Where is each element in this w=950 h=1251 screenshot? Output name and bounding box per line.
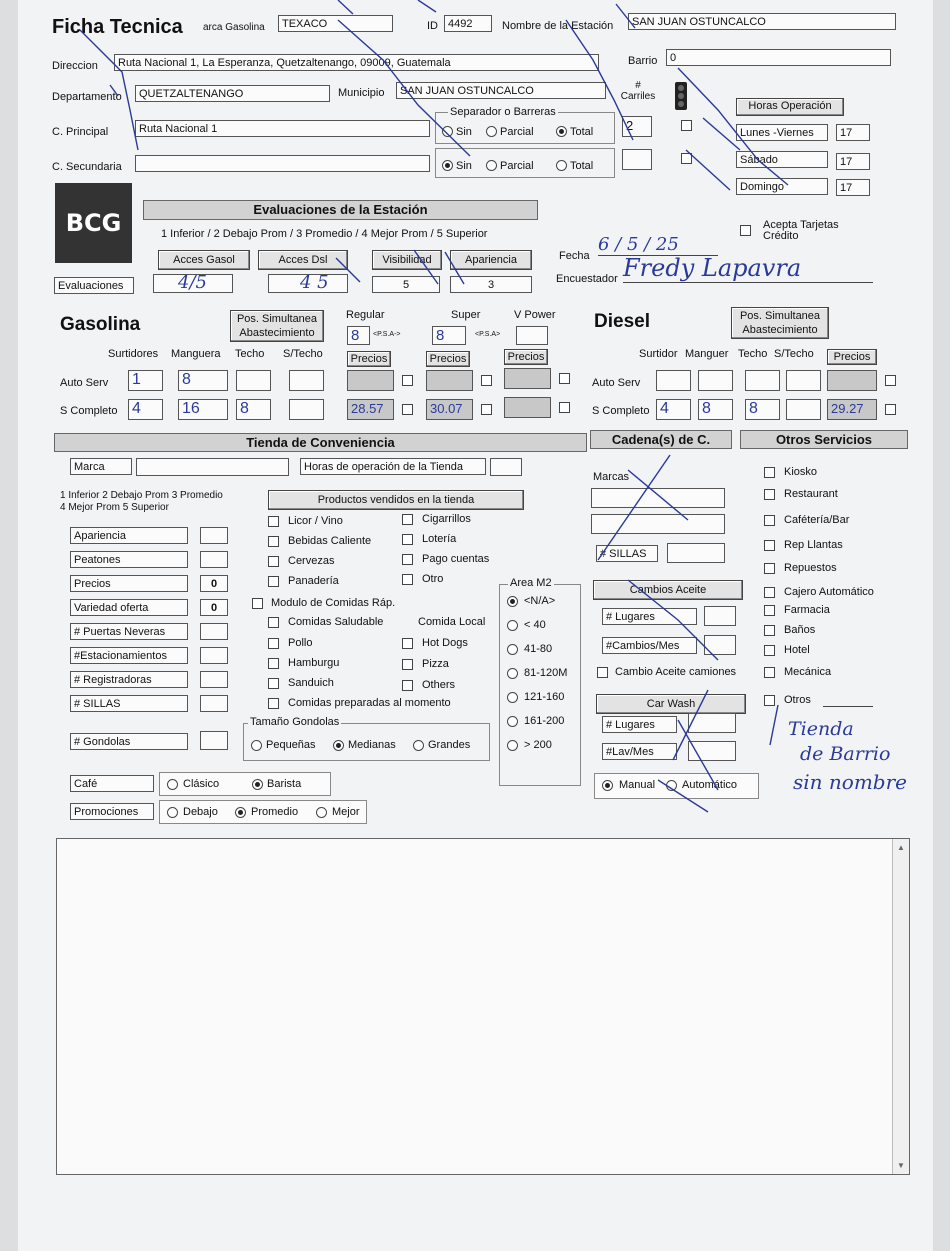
secundaria-sin-radio[interactable] bbox=[442, 160, 453, 171]
fecha-label: Fecha bbox=[559, 250, 590, 262]
aceite-lugares-label: # Lugares bbox=[602, 608, 697, 625]
manual-radio[interactable] bbox=[602, 780, 613, 791]
producto-checkbox[interactable] bbox=[268, 576, 279, 587]
tienda-header: Tienda de Conveniencia bbox=[54, 433, 587, 452]
clasico-radio[interactable] bbox=[167, 779, 178, 790]
producto-label: Pago cuentas bbox=[422, 553, 490, 565]
mejor-label: Mejor bbox=[332, 806, 360, 818]
cadena-sillas-field[interactable] bbox=[667, 543, 725, 563]
diesel-auto-surtidor[interactable] bbox=[656, 370, 691, 391]
area-radio[interactable] bbox=[507, 596, 518, 607]
secundaria-parcial-label: Parcial bbox=[500, 160, 534, 172]
nombre-field[interactable]: SAN JUAN OSTUNCALCO bbox=[628, 13, 896, 30]
auto-super-checkbox[interactable] bbox=[481, 375, 492, 386]
eval-visibilidad-field[interactable]: 5 bbox=[372, 276, 440, 293]
vpower-posiciones-field[interactable] bbox=[516, 326, 548, 345]
diesel-sc-manguera[interactable]: 8 bbox=[698, 399, 733, 420]
auto-techo-field[interactable] bbox=[236, 370, 271, 391]
diesel-auto-serv-label: Auto Serv bbox=[592, 377, 641, 389]
area-option-label: > 200 bbox=[524, 739, 552, 751]
principal-sin-label: Sin bbox=[456, 126, 472, 138]
super-label: Super bbox=[451, 309, 481, 321]
food-checkbox[interactable] bbox=[402, 659, 413, 670]
servicio-label: Rep Llantas bbox=[784, 539, 843, 551]
area-radio[interactable] bbox=[507, 740, 518, 751]
acces-gasol-button[interactable]: Acces Gasol bbox=[158, 250, 250, 270]
pequenas-label: Pequeñas bbox=[266, 739, 316, 751]
fecha-handwritten: 6 / 5 / 25 bbox=[598, 234, 718, 256]
evaluaciones-label: Evaluaciones bbox=[54, 277, 134, 294]
cadena-sillas-label: # SILLAS bbox=[596, 545, 658, 562]
hours-weekday-label: Lunes -Viernes bbox=[736, 124, 828, 141]
diesel-auto-techo[interactable] bbox=[745, 370, 780, 391]
carwash-lugares-label: # Lugares bbox=[602, 716, 677, 733]
food-label: Others bbox=[422, 679, 456, 691]
eval-dsl-handwritten: 4 5 bbox=[300, 272, 329, 293]
grandes-radio[interactable] bbox=[413, 740, 424, 751]
rating-field[interactable] bbox=[200, 623, 228, 640]
servicio-label: Farmacia bbox=[784, 604, 830, 616]
secundaria-carriles-field[interactable] bbox=[622, 149, 652, 170]
food-label: Pollo bbox=[288, 637, 313, 649]
tamano-gondolas-label: Tamaño Gondolas bbox=[250, 716, 340, 728]
hours-saturday-field[interactable]: 17 bbox=[836, 153, 870, 170]
lav-mes-label: #Lav/Mes bbox=[602, 743, 677, 760]
car-wash-button[interactable]: Car Wash bbox=[596, 694, 746, 714]
comidas-saludable-checkbox[interactable] bbox=[268, 617, 279, 628]
rating-label: Apariencia bbox=[70, 527, 188, 544]
regular-label: Regular bbox=[346, 309, 385, 321]
diesel-sc-checkbox[interactable] bbox=[885, 404, 896, 415]
scroll-up-icon[interactable]: ▲ bbox=[897, 843, 905, 852]
sc-surtidores-field[interactable]: 4 bbox=[128, 399, 163, 420]
principal-sin-radio[interactable] bbox=[442, 126, 453, 137]
diesel-auto-checkbox[interactable] bbox=[885, 375, 896, 386]
gondolas-field[interactable] bbox=[200, 731, 228, 750]
area-option-label: < 40 bbox=[524, 619, 546, 631]
tienda-horas-field[interactable] bbox=[490, 458, 522, 476]
hours-sunday-field[interactable]: 17 bbox=[836, 179, 870, 196]
debajo-radio[interactable] bbox=[167, 807, 178, 818]
cambios-mes-label: #Cambios/Mes bbox=[602, 637, 697, 654]
eval-gasol-handwritten: 4/5 bbox=[178, 272, 207, 293]
grandes-label: Grandes bbox=[428, 739, 471, 751]
comidas-preparadas-checkbox[interactable] bbox=[268, 698, 279, 709]
servicio-checkbox[interactable] bbox=[764, 605, 775, 616]
hours-weekday-field[interactable]: 17 bbox=[836, 124, 870, 141]
rating-label: Variedad oferta bbox=[70, 599, 188, 616]
col-manguer: Manguer bbox=[685, 348, 729, 360]
c-secundaria-label: C. Secundaria bbox=[52, 161, 122, 173]
regular-posiciones-field[interactable]: 8 bbox=[347, 326, 370, 345]
auto-manguera-field[interactable]: 8 bbox=[178, 370, 228, 391]
sc-precio-vpower[interactable] bbox=[504, 397, 551, 418]
auto-serv-label: Auto Serv bbox=[60, 377, 109, 389]
servicio-label: Mecánica bbox=[784, 666, 832, 678]
comidas-preparadas-label: Comidas preparadas al momento bbox=[288, 697, 451, 709]
otros-servicios-header: Otros Servicios bbox=[740, 430, 908, 449]
food-checkbox[interactable] bbox=[268, 638, 279, 649]
principal-total-radio[interactable] bbox=[556, 126, 567, 137]
page-title: Ficha Tecnica bbox=[52, 16, 183, 38]
rating-label: # SILLAS bbox=[70, 695, 188, 712]
servicio-label: Cajero Automático bbox=[784, 586, 874, 598]
bcg-logo: BCG bbox=[55, 183, 132, 263]
food-label: Hamburgu bbox=[288, 657, 340, 669]
lav-mes-field[interactable] bbox=[688, 741, 736, 761]
col-techo: Techo bbox=[235, 348, 265, 360]
area-m2-label: Area M2 bbox=[510, 577, 552, 589]
area-m2-group bbox=[499, 584, 581, 786]
food-label: Pizza bbox=[422, 658, 449, 670]
food-label: Sanduich bbox=[288, 677, 334, 689]
psa-regular-label: <P.S.A-> bbox=[373, 331, 401, 338]
acepta-tarjetas-checkbox[interactable] bbox=[740, 225, 751, 236]
food-checkbox[interactable] bbox=[402, 638, 413, 649]
producto-label: Licor / Vino bbox=[288, 515, 343, 527]
promedio-radio[interactable] bbox=[235, 807, 246, 818]
producto-label: Cigarrillos bbox=[422, 513, 471, 525]
eval-apariencia-field[interactable]: 3 bbox=[450, 276, 532, 293]
hours-saturday-label: Sábado bbox=[736, 151, 828, 168]
area-radio[interactable] bbox=[507, 620, 518, 631]
precios-super-button[interactable]: Precios bbox=[426, 351, 470, 367]
servicio-checkbox[interactable] bbox=[764, 645, 775, 656]
rating-field[interactable] bbox=[200, 527, 228, 544]
evaluaciones-header: Evaluaciones de la Estación bbox=[143, 200, 538, 220]
diesel-auto-stecho[interactable] bbox=[786, 370, 821, 391]
cambios-mes-field[interactable] bbox=[704, 635, 736, 655]
automatico-label: Automático bbox=[682, 779, 738, 791]
producto-label: Cervezas bbox=[288, 555, 335, 567]
mejor-radio[interactable] bbox=[316, 807, 327, 818]
sc-regular-checkbox[interactable] bbox=[402, 404, 413, 415]
traffic-light-icon bbox=[671, 82, 691, 112]
auto-precio-super[interactable] bbox=[426, 370, 473, 391]
auto-stecho-field[interactable] bbox=[289, 370, 324, 391]
auto-precio-regular[interactable] bbox=[347, 370, 394, 391]
area-radio[interactable] bbox=[507, 668, 518, 679]
visibilidad-button[interactable]: Visibilidad bbox=[372, 250, 442, 270]
c-principal-label: C. Principal bbox=[52, 126, 109, 138]
diesel-auto-precio[interactable] bbox=[827, 370, 877, 391]
sc-super-checkbox[interactable] bbox=[481, 404, 492, 415]
servicio-label: Baños bbox=[784, 624, 816, 636]
marcas-field-1[interactable] bbox=[591, 488, 725, 508]
secundaria-parcial-radio[interactable] bbox=[486, 160, 497, 171]
tienda-marca-label: Marca bbox=[70, 458, 132, 475]
notes-scrollbar[interactable] bbox=[892, 839, 909, 1174]
producto-checkbox[interactable] bbox=[402, 514, 413, 525]
acepta-tarjetas-label: Acepta Tarjetas Crédito bbox=[763, 219, 839, 242]
diesel-s-completo-label: S Completo bbox=[592, 405, 650, 417]
diesel-col-stecho: S/Techo bbox=[774, 348, 814, 360]
servicio-label: Kiosko bbox=[784, 466, 818, 478]
rating-field[interactable] bbox=[200, 695, 228, 712]
servicio-checkbox[interactable] bbox=[764, 489, 775, 500]
sc-precio-regular[interactable]: 28.57 bbox=[347, 399, 394, 420]
form-sheet bbox=[18, 0, 933, 1251]
marca-label: arca Gasolina bbox=[203, 22, 265, 33]
producto-checkbox[interactable] bbox=[402, 574, 413, 585]
diesel-auto-manguera[interactable] bbox=[698, 370, 733, 391]
debajo-label: Debajo bbox=[183, 806, 218, 818]
clasico-label: Clásico bbox=[183, 778, 220, 790]
producto-label: Otro bbox=[422, 573, 444, 585]
comida-local-label: Comida Local bbox=[418, 616, 486, 628]
cadena-header: Cadena(s) de C. bbox=[590, 430, 732, 449]
area-radio[interactable] bbox=[507, 716, 518, 727]
col-stecho: S/Techo bbox=[283, 348, 323, 360]
diesel-precios-button[interactable]: Precios bbox=[827, 349, 877, 365]
id-field[interactable]: 4492 bbox=[444, 15, 492, 32]
producto-label: Lotería bbox=[422, 533, 457, 545]
food-checkbox[interactable] bbox=[402, 680, 413, 691]
producto-checkbox[interactable] bbox=[268, 536, 279, 547]
servicio-checkbox[interactable] bbox=[764, 540, 775, 551]
nombre-label: Nombre de la Estación bbox=[502, 20, 614, 32]
cafe-label: Café bbox=[70, 775, 154, 792]
producto-checkbox[interactable] bbox=[268, 556, 279, 567]
diesel-sc-techo[interactable]: 8 bbox=[745, 399, 780, 420]
marcas-field-2[interactable] bbox=[591, 514, 725, 534]
vpower-label: V Power bbox=[514, 309, 556, 321]
barista-label: Barista bbox=[267, 778, 302, 790]
food-label: Hot Dogs bbox=[422, 637, 468, 649]
precios-vpower-button[interactable]: Precios bbox=[504, 349, 548, 365]
diesel-sc-surtidor[interactable]: 4 bbox=[656, 399, 691, 420]
cambios-aceite-button[interactable]: Cambios Aceite bbox=[593, 580, 743, 600]
principal-total-label: Total bbox=[570, 126, 594, 138]
principal-parcial-label: Parcial bbox=[500, 126, 534, 138]
municipio-field[interactable]: SAN JUAN OSTUNCALCO bbox=[396, 82, 606, 99]
separador-label: Separador o Barreras bbox=[450, 106, 556, 118]
servicio-checkbox[interactable] bbox=[764, 467, 775, 478]
auto-regular-checkbox[interactable] bbox=[402, 375, 413, 386]
secundaria-total-label: Total bbox=[570, 160, 594, 172]
precios-regular-button[interactable]: Precios bbox=[347, 351, 391, 367]
principal-parcial-radio[interactable] bbox=[486, 126, 497, 137]
pequenas-radio[interactable] bbox=[251, 740, 262, 751]
s-completo-label: S Completo bbox=[60, 405, 118, 417]
rating-field[interactable] bbox=[200, 671, 228, 688]
departamento-field[interactable]: QUETZALTENANGO bbox=[135, 85, 330, 102]
col-surtidor: Surtidor bbox=[639, 348, 678, 360]
rating-label: Peatones bbox=[70, 551, 188, 568]
rating-label: # Puertas Neveras bbox=[70, 623, 188, 640]
carwash-lugares-field[interactable] bbox=[688, 713, 736, 733]
hours-sunday-label: Domingo bbox=[736, 178, 828, 195]
servicio-checkbox[interactable] bbox=[764, 587, 775, 598]
area-radio[interactable] bbox=[507, 644, 518, 655]
sc-vpower-checkbox[interactable] bbox=[559, 402, 570, 413]
secundaria-semaforo-checkbox[interactable] bbox=[681, 153, 692, 164]
aceite-lugares-field[interactable] bbox=[704, 606, 736, 626]
evaluaciones-scale: 1 Inferior / 2 Debajo Prom / 3 Promedio / 4 Mejor Prom / 5 Superior bbox=[161, 228, 488, 240]
sc-techo-field[interactable]: 8 bbox=[236, 399, 271, 420]
tienda-horas-label: Horas de operación de la Tienda bbox=[300, 458, 486, 475]
rating-label: # Registradoras bbox=[70, 671, 188, 688]
producto-checkbox[interactable] bbox=[402, 534, 413, 545]
principal-carriles-field[interactable]: 2 bbox=[622, 116, 652, 137]
marcas-label: Marcas bbox=[593, 471, 630, 483]
note-line-3: sin nombre bbox=[793, 770, 907, 794]
note-line-1: Tienda bbox=[788, 718, 854, 740]
rating-field[interactable]: 0 bbox=[200, 575, 228, 592]
servicio-label: Repuestos bbox=[784, 562, 837, 574]
rating-label: #Estacionamientos bbox=[70, 647, 188, 664]
auto-precio-vpower[interactable] bbox=[504, 368, 551, 389]
servicio-label: Restaurant bbox=[784, 488, 838, 500]
gasolina-title: Gasolina bbox=[60, 314, 141, 335]
otros-checkbox[interactable] bbox=[764, 695, 775, 706]
direccion-label: Direccion bbox=[52, 60, 98, 72]
notes-textarea[interactable] bbox=[56, 838, 910, 1175]
encuestador-label: Encuestador bbox=[556, 273, 618, 285]
servicio-checkbox[interactable] bbox=[764, 563, 775, 574]
encuestador-handwritten: Fredy Lapavra bbox=[623, 254, 873, 283]
automatico-radio[interactable] bbox=[666, 780, 677, 791]
sc-manguera-field[interactable]: 16 bbox=[178, 399, 228, 420]
tienda-scale-1: 1 Inferior 2 Debajo Prom 3 Promedio bbox=[60, 490, 223, 501]
auto-surtidores-field[interactable]: 1 bbox=[128, 370, 163, 391]
cambio-camiones-checkbox[interactable] bbox=[597, 667, 608, 678]
area-option-label: 81-120M bbox=[524, 667, 568, 679]
c-secundaria-field[interactable] bbox=[135, 155, 430, 172]
manual-label: Manual bbox=[619, 779, 656, 791]
modulo-comidas-label: Modulo de Comidas Ráp. bbox=[271, 597, 396, 609]
promociones-label: Promociones bbox=[70, 803, 154, 820]
area-option-label: 41-80 bbox=[524, 643, 553, 655]
barista-radio[interactable] bbox=[252, 779, 263, 790]
medianas-label: Medianas bbox=[348, 739, 396, 751]
secundaria-total-radio[interactable] bbox=[556, 160, 567, 171]
food-checkbox[interactable] bbox=[268, 658, 279, 669]
promedio-label: Promedio bbox=[251, 806, 299, 818]
area-radio[interactable] bbox=[507, 692, 518, 703]
secundaria-sin-label: Sin bbox=[456, 160, 472, 172]
acces-dsl-button[interactable]: Acces Dsl bbox=[258, 250, 348, 270]
principal-semaforo-checkbox[interactable] bbox=[681, 120, 692, 131]
diesel-sc-precio[interactable]: 29.27 bbox=[827, 399, 877, 420]
tienda-scale-2: 4 Mejor Prom 5 Superior bbox=[60, 502, 169, 513]
barrio-field[interactable]: 0 bbox=[666, 49, 891, 66]
producto-label: Bebidas Caliente bbox=[288, 535, 372, 547]
producto-checkbox[interactable] bbox=[402, 554, 413, 565]
medianas-radio[interactable] bbox=[333, 740, 344, 751]
marca-field[interactable]: TEXACO bbox=[278, 15, 393, 32]
direccion-field[interactable]: Ruta Nacional 1, La Esperanza, Quetzaltenango, 09009, Guatemala bbox=[114, 54, 599, 71]
c-principal-field[interactable]: Ruta Nacional 1 bbox=[135, 120, 430, 137]
apariencia-button[interactable]: Apariencia bbox=[450, 250, 532, 270]
productos-vendidos-button[interactable]: Productos vendidos en la tienda bbox=[268, 490, 524, 510]
food-checkbox[interactable] bbox=[268, 678, 279, 689]
municipio-label: Municipio bbox=[338, 87, 385, 99]
auto-vpower-checkbox[interactable] bbox=[559, 373, 570, 384]
servicio-checkbox[interactable] bbox=[764, 667, 775, 678]
note-line-2: de Barrio bbox=[800, 743, 891, 765]
cambio-camiones-label: Cambio Aceite camiones bbox=[615, 666, 737, 678]
gondolas-label: # Gondolas bbox=[70, 733, 188, 750]
diesel-sc-stecho[interactable] bbox=[786, 399, 821, 420]
modulo-comidas-checkbox[interactable] bbox=[252, 598, 263, 609]
horas-operacion-button[interactable]: Horas Operación bbox=[736, 98, 844, 116]
producto-checkbox[interactable] bbox=[268, 516, 279, 527]
gasolina-pos-simultanea-button[interactable]: Pos. Simultanea Abastecimiento bbox=[230, 310, 324, 342]
rating-field[interactable] bbox=[200, 551, 228, 568]
area-option-label: 121-160 bbox=[524, 691, 565, 703]
otros-label: Otros bbox=[784, 694, 811, 706]
rating-label: Precios bbox=[70, 575, 188, 592]
tienda-marca-field[interactable] bbox=[136, 458, 289, 476]
departamento-label: Departamento bbox=[52, 91, 122, 103]
rating-field[interactable] bbox=[200, 647, 228, 664]
carriles-label: # Carriles bbox=[620, 80, 656, 102]
id-label: ID bbox=[427, 20, 438, 32]
barrio-label: Barrio bbox=[628, 55, 658, 67]
super-posiciones-field[interactable]: 8 bbox=[432, 326, 466, 345]
rating-field[interactable]: 0 bbox=[200, 599, 228, 616]
col-surtidores: Surtidores bbox=[108, 348, 159, 360]
sc-precio-super[interactable]: 30.07 bbox=[426, 399, 473, 420]
servicio-checkbox[interactable] bbox=[764, 515, 775, 526]
diesel-title: Diesel bbox=[594, 311, 650, 332]
col-manguera: Manguera bbox=[171, 348, 221, 360]
area-option-label: 161-200 bbox=[524, 715, 565, 727]
otros-underline bbox=[823, 706, 873, 707]
diesel-pos-simultanea-button[interactable]: Pos. Simultanea Abastecimiento bbox=[731, 307, 829, 339]
diesel-col-techo: Techo bbox=[738, 348, 768, 360]
servicio-label: Hotel bbox=[784, 644, 810, 656]
servicio-label: Cafétería/Bar bbox=[784, 514, 850, 526]
comidas-saludable-label: Comidas Saludable bbox=[288, 616, 384, 628]
servicio-checkbox[interactable] bbox=[764, 625, 775, 636]
producto-label: Panadería bbox=[288, 575, 339, 587]
psa-super-label: <P.S.A> bbox=[475, 331, 501, 338]
area-option-label: <N/A> bbox=[524, 595, 556, 607]
scroll-down-icon[interactable]: ▼ bbox=[897, 1161, 905, 1170]
sc-stecho-field[interactable] bbox=[289, 399, 324, 420]
